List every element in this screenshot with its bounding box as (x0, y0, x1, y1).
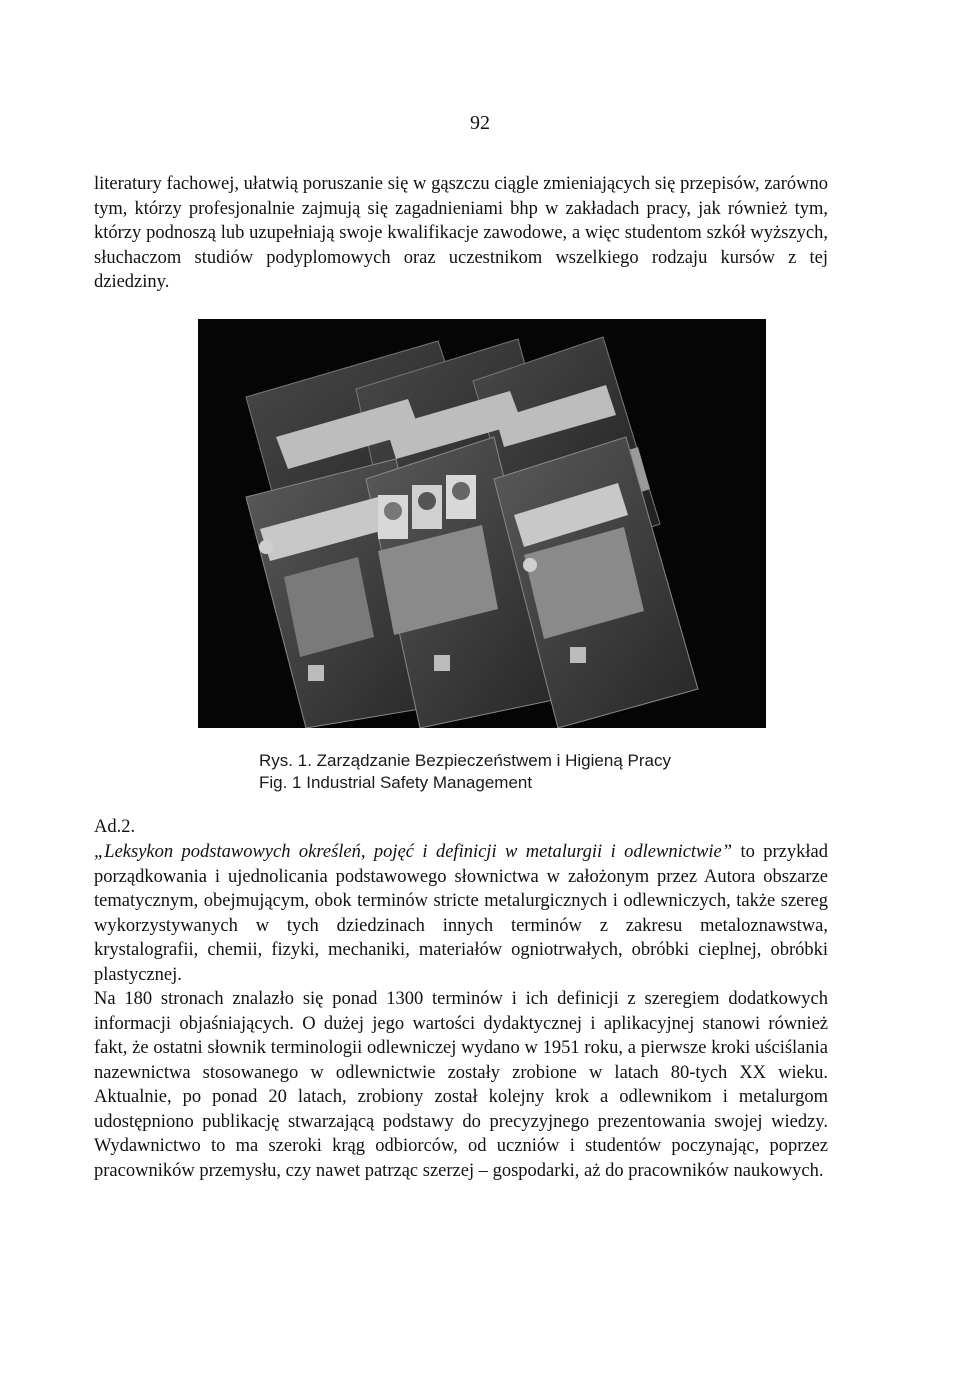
section-text-2: Na 180 stronach znalazło się ponad 1300 terminów i ich definicji z szeregiem dodatkowych informacji objaśniających. O dużej jego wartości dydaktycznej i aplikacyjnej stanowi również fakt, że ostatni słownik terminologii odlewniczej wydano w 1951 roku, a pierwsze kroki uściślania nazewnictwa stosowanego w odlewnictwie zostały zrobione w latach 80-tych XX wieku. Aktualnie, po ponad 20 latach, zrobiony został kolejny krok a odlewnikom i metalurgom udostępniono publikację stwarzającą podstawy do precyzyjnego prezentowania swojej wiedzy. Wydawnictwo to ma szeroki krąg odbiorców, od uczniów i studentów poczynając, poprzez pracowników przemysłu, czy nawet patrząc szerzej – gospodarki, aż do pracowników naukowych. (94, 989, 828, 1181)
section-text-1: to przykład porządkowania i ujednolicania podstawowego słownictwa w założonym przez Autora obszarze tematycznym, obejmującym, obok terminów stricte metalurgicznych i odlewniczych, także szereg wykorzystywanych w tych dziedzinach innych terminów z zakresu metaloznawstwa, krystalografii, chemii, fizyki, mechaniki, materiałów ogniotrwałych, obróbki cieplnej, obróbki plastycznej. (94, 842, 828, 985)
section-body (94, 840, 828, 1183)
figure-caption-polish: Rys. 1. Zarządzanie Bezpieczeństwem i Higieną Pracy (259, 751, 671, 770)
book-covers-photo (198, 319, 766, 728)
section-label: Ad.2. (94, 817, 136, 837)
intro-paragraph: literatury fachowej, ułatwią poruszanie się w gąszczu ciągle zmieniających się przepisów, zarówno tym, którzy profesjonalnie zajmują się zagadnieniami bhp w zakładach pracy, jak również tym, którzy podnoszą lub uzupełniają swoje kwalifikacje zawodowe, a więc studentom szkół wyższych, słuchaczom studiów podyplomowych oraz uczestnikom wszelkiego rodzaju kursów z tej dziedziny. (94, 174, 828, 292)
figure-caption-english: Fig. 1 Industrial Safety Management (259, 773, 533, 792)
book-covers-illustration (198, 319, 766, 728)
section-title: „Leksykon podstawowych określeń, pojęć i definicji w metalurgii i odlewnictwie” (94, 842, 733, 862)
page-number: 92 (470, 112, 490, 134)
